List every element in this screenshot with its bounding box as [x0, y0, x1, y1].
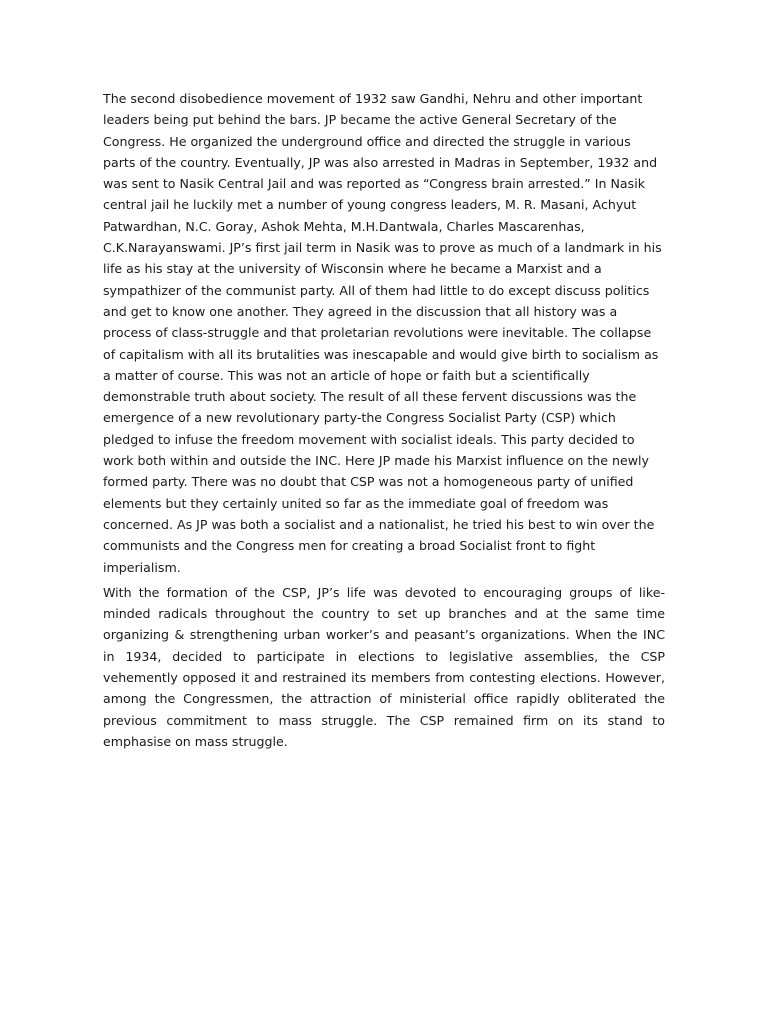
paragraph-2: With the formation of the CSP, JP’s life was devoted to encouraging groups of like-minded radicals throughout the country to set up branches and at the same time organizing & strengthening urban worker’s and peasant’s organizations. When the INC in 1934, decided to participate in elections to legislative assemblies, the CSP vehemently opposed it and restrained its members from contesting elections. However, among the Congressmen, the attraction of ministerial office rapidly obliterated the previous commitment to mass struggle. The CSP remained firm on its stand to emphasise on mass struggle. — [103, 584, 665, 749]
document-body — [103, 88, 665, 752]
paragraph-1: The second disobedience movement of 1932 saw Gandhi, Nehru and other important leaders being put behind the bars. JP became the active General Secretary of the Congress. He organized the underground office and directed the struggle in various parts of the country. Eventually, JP was also arrested in Madras in September, 1932 and was sent to Nasik Central Jail and was reported as “Congress brain arrested.” In Nasik central jail he luckily met a number of young congress leaders, M. R. Masani, Achyut Patwardhan, N.C. Goray, Ashok Mehta, M.H.Dantwala, Charles Mascarenhas, C.K.Narayanswami. JP’s first jail term in Nasik was to prove as much of a landmark in his life as his stay at the university of Wisconsin where he became a Marxist and a sympathizer of the communist party. All of them had little to do except discuss politics and get to know one another. They agreed in the discussion that all history was a process of class-struggle and that proletarian revolutions were inevitable. The collapse of capitalism with all its brutalities was inescapable and would give birth to socialism as a matter of course. This was not an article of hope or faith but a scientifically demonstrable truth about society. The result of all these fervent discussions was the emergence of a new revolutionary party-the Congress Socialist Party (CSP) which pledged to infuse the freedom movement with socialist ideals. This party decided to work both within and outside the INC. Here JP made his Marxist influence on the newly formed party. There was no doubt that CSP was not a homogeneous party of unified elements but they certainly united so far as the immediate goal of freedom was concerned. As JP was both a socialist and a nationalist, he tried his best to win over the communists and the Congress men for creating a broad Socialist front to fight imperialism. — [103, 91, 662, 575]
